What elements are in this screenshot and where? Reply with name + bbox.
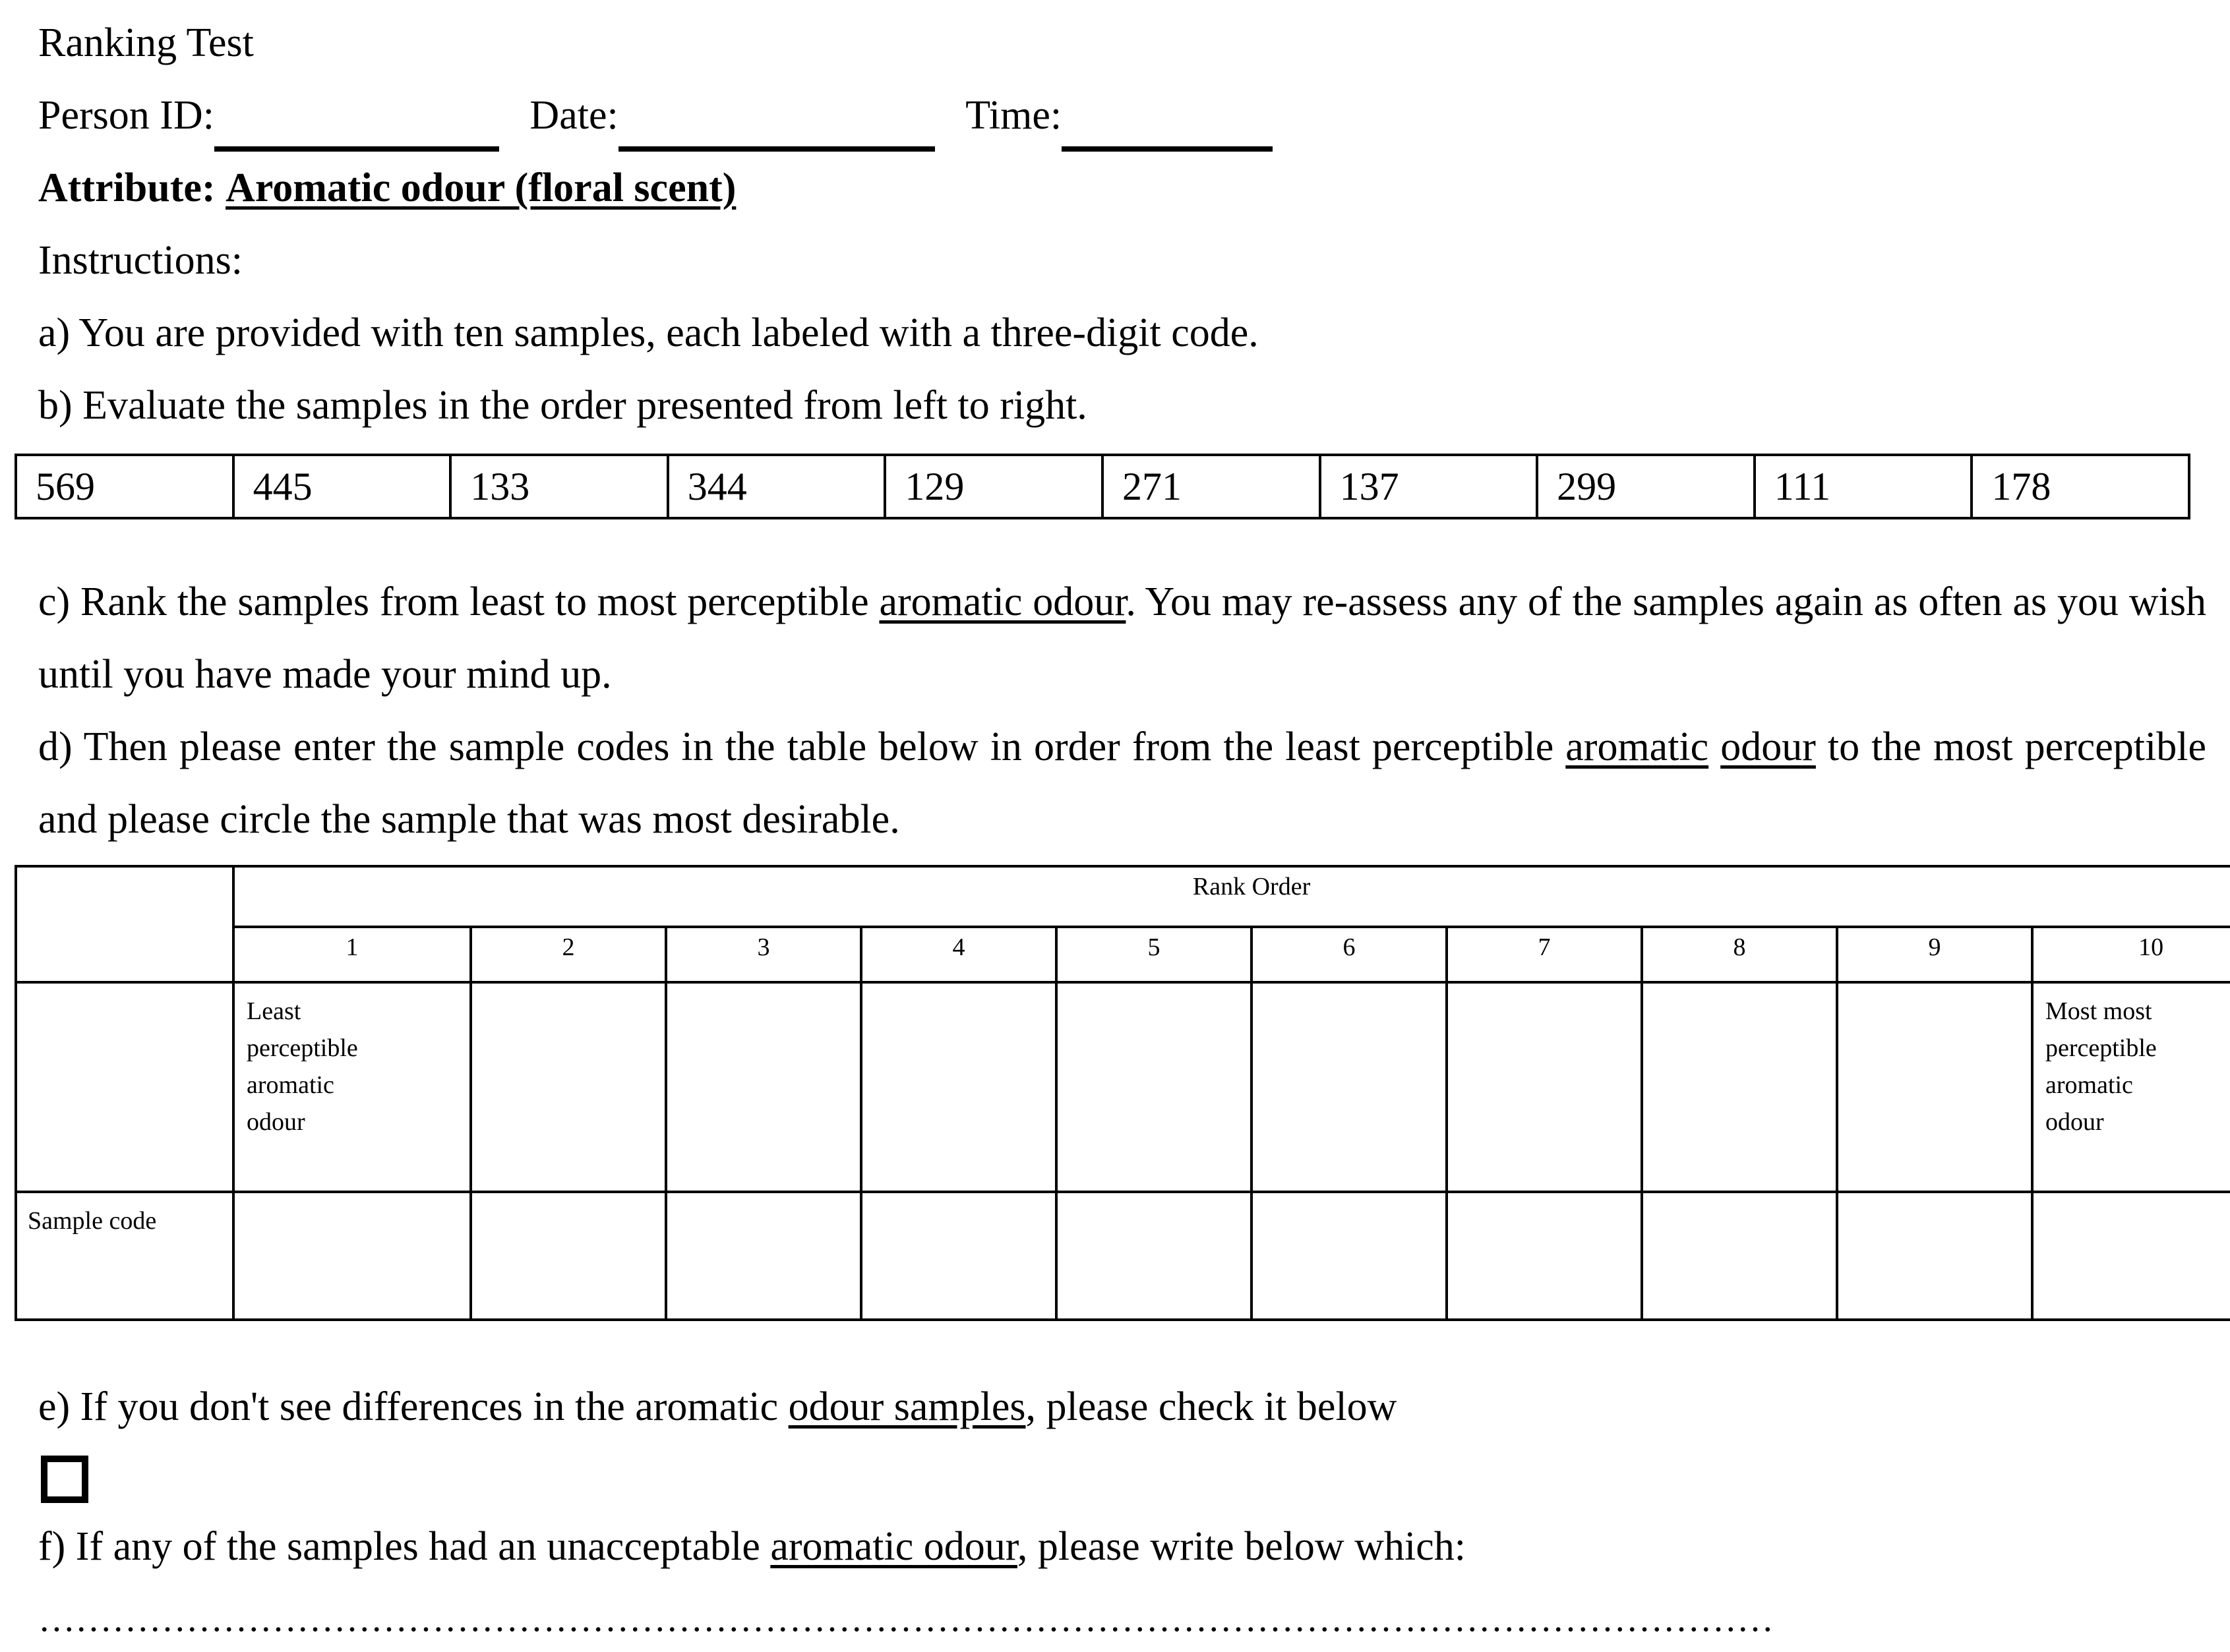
rank-number-cell: 3 xyxy=(666,927,861,982)
instruction-e-part1: e) If you don't see differences in the aromatic xyxy=(38,1384,789,1429)
anchor-least-cell xyxy=(233,982,471,1192)
attribute-value: Aromatic odour (floral scent) xyxy=(226,165,737,210)
instruction-e-underlined: odour samples xyxy=(788,1384,1026,1429)
rank-number-cell: 10 xyxy=(2032,927,2230,982)
anchor-least-line: aromatic xyxy=(247,1071,334,1099)
sample-code-cell: 299 xyxy=(1537,455,1755,518)
rank-number-row xyxy=(16,927,2230,982)
anchor-most-line: perceptible xyxy=(2045,1034,2157,1062)
date-input[interactable] xyxy=(618,116,935,152)
instructions-heading: Instructions: xyxy=(38,238,243,283)
time-label: Time: xyxy=(965,93,1062,138)
instruction-b: b) Evaluate the samples in the order presented from left to right. xyxy=(38,383,1087,428)
instruction-c-underlined: aromatic odour xyxy=(879,579,1126,624)
rank-anchor-blank-cell[interactable] xyxy=(1056,982,1251,1192)
rank-number-cell: 5 xyxy=(1056,927,1251,982)
instruction-e xyxy=(0,1371,2230,1442)
sample-code-entry-cell[interactable] xyxy=(471,1192,666,1320)
sample-code-cell: 111 xyxy=(1755,455,1972,518)
anchor-most-line: odour xyxy=(2045,1108,2104,1136)
rank-number-cell: 7 xyxy=(1447,927,1642,982)
identification-row xyxy=(0,79,2230,152)
rank-anchor-blank-cell[interactable] xyxy=(1447,982,1642,1192)
instruction-d xyxy=(0,711,2230,856)
rank-anchor-blank-cell[interactable] xyxy=(1251,982,1447,1192)
sample-code-entry-cell[interactable] xyxy=(1837,1192,2032,1320)
person-id-label: Person ID: xyxy=(38,93,214,138)
anchor-most-line: Most most xyxy=(2045,997,2152,1025)
sample-code-entry-cell[interactable] xyxy=(1056,1192,1251,1320)
anchor-most-line: aromatic xyxy=(2045,1071,2133,1099)
instruction-f-part1: f) If any of the samples had an unacceptable xyxy=(38,1524,771,1569)
sample-code-entry-cell[interactable] xyxy=(233,1192,471,1320)
instruction-d-underlined-2: odour xyxy=(1720,724,1816,769)
form-title: Ranking Test xyxy=(38,20,254,65)
date-label: Date: xyxy=(529,93,618,138)
sample-code-cell: 137 xyxy=(1320,455,1538,518)
rank-anchor-blank-cell[interactable] xyxy=(861,982,1056,1192)
sample-code-row-label xyxy=(16,1192,233,1320)
anchor-least-line: odour xyxy=(247,1108,305,1136)
sample-codes-table-wrap xyxy=(0,442,2230,519)
sample-code-cell: 569 xyxy=(16,455,233,518)
sample-code-entry-cell[interactable] xyxy=(1251,1192,1447,1320)
instruction-c-part1: c) Rank the samples from least to most perceptible xyxy=(38,579,880,624)
sample-codes-table xyxy=(15,454,2190,519)
sample-code-cell: 129 xyxy=(885,455,1102,518)
rank-number-cell: 1 xyxy=(233,927,471,982)
rank-anchor-row-corner xyxy=(16,982,233,1192)
no-difference-checkbox[interactable] xyxy=(41,1456,88,1503)
sample-code-entry-cell[interactable] xyxy=(666,1192,861,1320)
sample-code-cell: 271 xyxy=(1102,455,1320,518)
rank-anchor-blank-cell[interactable] xyxy=(666,982,861,1192)
anchor-least-line: perceptible xyxy=(247,1034,358,1062)
sample-code-cell: 445 xyxy=(233,455,451,518)
sample-code-cell: 133 xyxy=(450,455,668,518)
anchor-most-cell xyxy=(2032,982,2230,1192)
sample-code-entry-cell[interactable] xyxy=(2032,1192,2230,1320)
rank-order-header-row xyxy=(16,866,2230,927)
rank-anchor-blank-cell[interactable] xyxy=(1642,982,1837,1192)
instruction-f-underlined: aromatic odour xyxy=(770,1524,1017,1569)
sample-code-entry-cell[interactable] xyxy=(1642,1192,1837,1320)
instruction-f-part2: , please write below which: xyxy=(1017,1524,1466,1569)
rank-table-corner-cell xyxy=(16,866,233,982)
attribute-label: Attribute: xyxy=(38,165,216,210)
rank-order-table xyxy=(15,865,2230,1321)
attribute-row xyxy=(0,152,2230,224)
sample-code-row-label-line: code xyxy=(109,1207,157,1235)
bottom-section xyxy=(0,1371,2230,1632)
instruction-d-underlined-1: aromatic xyxy=(1565,724,1709,769)
instruction-a: a) You are provided with ten samples, each labeled with a three-digit code. xyxy=(38,310,1259,355)
instruction-f xyxy=(0,1511,2230,1582)
unacceptable-odour-write-in-line[interactable]: …………………………………………………………………………………………………………………………… xyxy=(38,1606,1774,1632)
sample-code-cell: 178 xyxy=(1972,455,2189,518)
rank-number-cell: 8 xyxy=(1642,927,1837,982)
sample-code-row-label-line: Sample xyxy=(28,1207,103,1235)
sample-code-entry-cell[interactable] xyxy=(861,1192,1056,1320)
sample-code-cell: 344 xyxy=(668,455,886,518)
rank-number-cell: 6 xyxy=(1251,927,1447,982)
anchor-least-line: Least xyxy=(247,997,301,1025)
rank-number-cell: 4 xyxy=(861,927,1056,982)
rank-order-header-label: Rank Order xyxy=(233,866,2230,927)
rank-anchor-row xyxy=(16,982,2230,1192)
instruction-c xyxy=(0,566,2230,711)
sample-code-entry-cell[interactable] xyxy=(1447,1192,1642,1320)
instruction-d-part1: d) Then please enter the sample codes in the table below in order from the least perceptible xyxy=(38,724,1566,769)
instruction-e-part2: , please check it below xyxy=(1025,1384,1397,1429)
table-row xyxy=(16,455,2189,518)
rank-anchor-blank-cell[interactable] xyxy=(1837,982,2032,1192)
instruction-c-part2: . You may re-assess any of the samples again as often as you wish until you have made your mind up. xyxy=(38,579,2206,697)
time-input[interactable] xyxy=(1062,116,1273,152)
instruction-d-part2: to the most perceptible and please circle the sample that was most desirable. xyxy=(38,724,2206,842)
sample-code-entry-row xyxy=(16,1192,2230,1320)
person-id-input[interactable] xyxy=(214,116,499,152)
rank-number-cell: 9 xyxy=(1837,927,2032,982)
rank-number-cell: 2 xyxy=(471,927,666,982)
rank-anchor-blank-cell[interactable] xyxy=(471,982,666,1192)
